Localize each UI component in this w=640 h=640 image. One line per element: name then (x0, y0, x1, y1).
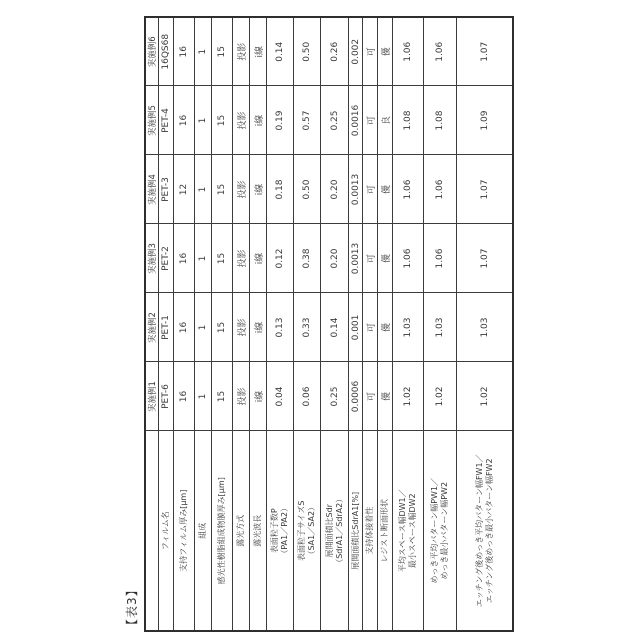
cell-value: 0.50 (294, 17, 321, 86)
row-label (212, 431, 233, 631)
header-row (145, 17, 159, 631)
cell-value: 可 (363, 362, 378, 431)
cell-value: 15 (212, 224, 233, 293)
row-label (457, 431, 514, 631)
cell-value: i線 (250, 86, 267, 155)
cell-value: 可 (363, 17, 378, 86)
cell-value: PET-6 (159, 362, 174, 431)
cell-value: 15 (212, 293, 233, 362)
cell-value: 16 (174, 17, 195, 86)
cell-value: i線 (250, 362, 267, 431)
cell-value: 1 (195, 17, 212, 86)
row-label (321, 431, 349, 631)
cell-value: 優 (378, 362, 393, 431)
cell-value: 良 (378, 86, 393, 155)
cell-value: 0.12 (267, 224, 294, 293)
cell-value: 1 (195, 86, 212, 155)
table-body (159, 17, 514, 631)
cell-value: 1.06 (424, 155, 457, 224)
cell-value: 優 (378, 17, 393, 86)
row-label-line: （PA1／PA2） (280, 503, 289, 558)
cell-value: 16 (174, 224, 195, 293)
cell-value: i線 (250, 293, 267, 362)
table-row (195, 17, 212, 631)
row-label (195, 431, 212, 631)
row-label-line: レジスト断面形状 (380, 498, 389, 563)
row-label (363, 431, 378, 631)
cell-value: 1.06 (393, 224, 424, 293)
cell-value: 15 (212, 362, 233, 431)
row-label-line: エッチング後めっき最小パターン幅FW2 (484, 458, 494, 604)
cell-value: 0.20 (321, 224, 349, 293)
cell-value: 0.50 (294, 155, 321, 224)
row-label-line: 展開面積比Sdr (324, 504, 334, 558)
cell-value: 0.001 (349, 293, 363, 362)
table-row (349, 17, 363, 631)
cell-value: PET-2 (159, 224, 174, 293)
table-row (363, 17, 378, 631)
cell-value: 投影 (233, 155, 250, 224)
row-label-line: 組成 (198, 522, 207, 539)
cell-value: 1.06 (424, 17, 457, 86)
cell-value: 1.03 (393, 293, 424, 362)
cell-value: 投影 (233, 362, 250, 431)
cell-value: 1.07 (457, 17, 514, 86)
cell-value: 0.25 (321, 86, 349, 155)
table-row (250, 17, 267, 631)
cell-value: 1 (195, 155, 212, 224)
row-label (174, 431, 195, 631)
cell-value: 16 (174, 86, 195, 155)
cell-value: 1.02 (424, 362, 457, 431)
row-label-line: 露光方式 (236, 514, 245, 547)
column-header: 実施例5 (145, 86, 159, 155)
cell-value: 1.09 (457, 86, 514, 155)
rotated-table-container (123, 12, 515, 632)
cell-value: 0.26 (321, 17, 349, 86)
corner-cell (145, 431, 159, 631)
column-header: 実施例2 (145, 293, 159, 362)
cell-value: 1.08 (393, 86, 424, 155)
cell-value: 可 (363, 86, 378, 155)
row-label-line: 感光性樹脂組成物膜厚み[μm] (217, 477, 226, 585)
column-header: 実施例4 (145, 155, 159, 224)
row-label-line: 支持体接着性 (365, 506, 374, 555)
row-label (233, 431, 250, 631)
row-label-line: 露光波長 (253, 514, 262, 547)
cell-value: 1.03 (457, 293, 514, 362)
cell-value: 1.06 (424, 224, 457, 293)
cell-value: PET-4 (159, 86, 174, 155)
cell-value: 1 (195, 362, 212, 431)
table-row (457, 17, 514, 631)
cell-value: 投影 (233, 293, 250, 362)
column-header: 実施例6 (145, 17, 159, 86)
cell-value: PET-3 (159, 155, 174, 224)
row-label-line: 表面粒子サイズS (297, 500, 306, 561)
row-label-line: 平均スペース幅DW1／ (398, 489, 407, 573)
cell-value: i線 (250, 155, 267, 224)
row-label (393, 431, 424, 631)
row-label (378, 431, 393, 631)
row-label-line: 展開面積比SdrA1[%] (350, 491, 360, 570)
cell-value: 優 (378, 155, 393, 224)
row-label-line: フィルム名 (161, 511, 170, 551)
cell-value: 15 (212, 86, 233, 155)
row-label-line: 支持フィルム厚み[μm] (179, 489, 188, 572)
cell-value: 0.0013 (349, 224, 363, 293)
table-row (393, 17, 424, 631)
cell-value: 1.08 (424, 86, 457, 155)
cell-value: 0.38 (294, 224, 321, 293)
column-header: 実施例3 (145, 224, 159, 293)
cell-value: 0.13 (267, 293, 294, 362)
cell-value: 1.06 (393, 155, 424, 224)
cell-value: 0.57 (294, 86, 321, 155)
cell-value: 0.19 (267, 86, 294, 155)
cell-value: 0.0006 (349, 362, 363, 431)
cell-value: 優 (378, 224, 393, 293)
table-row (159, 17, 174, 631)
cell-value: 0.14 (267, 17, 294, 86)
cell-value: 16 (174, 362, 195, 431)
table-row (294, 17, 321, 631)
cell-value: 1.02 (457, 362, 514, 431)
row-label-line: （SdrA1／SdrA2） (334, 494, 344, 567)
table-row (424, 17, 457, 631)
cell-value: 1 (195, 293, 212, 362)
cell-value: 可 (363, 155, 378, 224)
row-label-line: めっき平均パターン幅PW1／ (430, 477, 439, 584)
cell-value: 0.33 (294, 293, 321, 362)
cell-value: 0.14 (321, 293, 349, 362)
cell-value: 1 (195, 224, 212, 293)
cell-value: 可 (363, 293, 378, 362)
table-caption: 【表3】 (125, 583, 139, 631)
cell-value: i線 (250, 17, 267, 86)
row-label (294, 431, 321, 631)
cell-value: 16QS68 (159, 17, 174, 86)
cell-value: 0.18 (267, 155, 294, 224)
table-row (174, 17, 195, 631)
cell-value: i線 (250, 224, 267, 293)
cell-value: 0.20 (321, 155, 349, 224)
cell-value: PET-1 (159, 293, 174, 362)
table-row (378, 17, 393, 631)
row-label-line: （SA1／SA2） (307, 502, 316, 559)
cell-value: 12 (174, 155, 195, 224)
row-label-line: めっき最小パターン幅PW2 (440, 481, 449, 580)
cell-value: 0.0013 (349, 155, 363, 224)
patent-table (144, 16, 514, 632)
column-header: 実施例1 (145, 362, 159, 431)
cell-value: 1.03 (424, 293, 457, 362)
row-label (424, 431, 457, 631)
row-label (250, 431, 267, 631)
cell-value: 投影 (233, 17, 250, 86)
cell-value: 投影 (233, 224, 250, 293)
cell-value: 0.0016 (349, 86, 363, 155)
row-label (349, 431, 363, 631)
cell-value: 1.07 (457, 155, 514, 224)
row-label-line: 最小スペース幅DW2 (408, 493, 417, 569)
cell-value: 0.002 (349, 17, 363, 86)
row-label (267, 431, 294, 631)
row-label (159, 431, 174, 631)
cell-value: 投影 (233, 86, 250, 155)
cell-value: 0.04 (267, 362, 294, 431)
row-label-line: 表面粒子数P (270, 508, 279, 554)
table-row (212, 17, 233, 631)
cell-value: 1.07 (457, 224, 514, 293)
cell-value: 0.25 (321, 362, 349, 431)
cell-value: 優 (378, 293, 393, 362)
cell-value: 16 (174, 293, 195, 362)
cell-value: 15 (212, 155, 233, 224)
cell-value: 0.06 (294, 362, 321, 431)
cell-value: 15 (212, 17, 233, 86)
cell-value: 1.02 (393, 362, 424, 431)
table-row (233, 17, 250, 631)
cell-value: 可 (363, 224, 378, 293)
table-row (267, 17, 294, 631)
table-head (145, 17, 159, 631)
table-row (321, 17, 349, 631)
cell-value: 1.06 (393, 17, 424, 86)
row-label-line: エッチング後めっき平均パターン幅FW1／ (474, 454, 484, 608)
